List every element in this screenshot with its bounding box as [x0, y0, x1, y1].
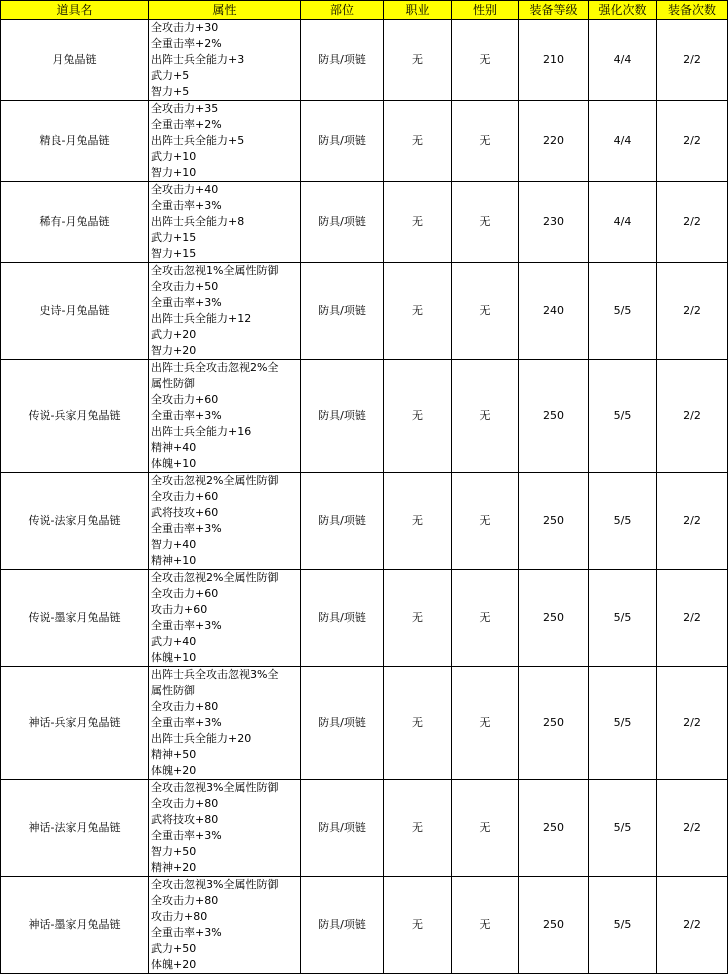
- attribute-line: 全重击率+3%: [151, 716, 222, 729]
- slot-cell: 防具/项链: [301, 182, 384, 263]
- level-cell: 230: [519, 182, 589, 263]
- attribute-line: 武力+40: [151, 635, 197, 648]
- equip-count-cell: 2/2: [657, 182, 728, 263]
- slot-cell: 防具/项链: [301, 570, 384, 667]
- gender-cell: 无: [452, 20, 519, 101]
- level-cell: 250: [519, 473, 589, 570]
- attribute-line: 武将技攻+60: [151, 506, 219, 519]
- attribute-line: 全攻击忽视2%全属性防御: [151, 571, 279, 584]
- job-cell: 无: [384, 182, 452, 263]
- attribute-line: 精神+10: [151, 554, 197, 567]
- slot-cell: 防具/项链: [301, 101, 384, 182]
- attribute-line: 智力+20: [151, 344, 197, 357]
- equip-count-cell: 2/2: [657, 101, 728, 182]
- table-row: [1, 360, 728, 473]
- level-cell: 210: [519, 20, 589, 101]
- slot-cell: 防具/项链: [301, 263, 384, 360]
- attributes-cell: [149, 20, 301, 101]
- attribute-line: 属性防御: [151, 684, 195, 697]
- header-row: [1, 1, 728, 20]
- attribute-line: 精神+40: [151, 441, 197, 454]
- slot-cell: 防具/项链: [301, 360, 384, 473]
- enhance-count-cell: 5/5: [589, 667, 657, 780]
- item-name-cell: 月兔晶链: [1, 20, 149, 101]
- attribute-line: 全重击率+3%: [151, 409, 222, 422]
- header-name: 道具名: [1, 1, 149, 20]
- slot-cell: 防具/项链: [301, 473, 384, 570]
- attribute-line: 全攻击力+80: [151, 700, 219, 713]
- table-row: [1, 263, 728, 360]
- enhance-count-cell: 4/4: [589, 182, 657, 263]
- attributes-cell: [149, 182, 301, 263]
- attribute-line: 全攻击力+35: [151, 102, 219, 115]
- item-name-cell: 传说-法家月兔晶链: [1, 473, 149, 570]
- item-name-cell: 稀有-月兔晶链: [1, 182, 149, 263]
- attribute-line: 智力+5: [151, 85, 190, 98]
- equip-count-cell: 2/2: [657, 780, 728, 877]
- attribute-line: 武将技攻+80: [151, 813, 219, 826]
- attribute-line: 体魄+20: [151, 764, 197, 777]
- gender-cell: 无: [452, 877, 519, 974]
- level-cell: 250: [519, 877, 589, 974]
- attributes-cell: [149, 780, 301, 877]
- equip-count-cell: 2/2: [657, 360, 728, 473]
- attribute-line: 全攻击力+30: [151, 21, 219, 34]
- attribute-line: 武力+50: [151, 942, 197, 955]
- attribute-line: 智力+40: [151, 538, 197, 551]
- item-name-cell: 传说-墨家月兔晶链: [1, 570, 149, 667]
- attribute-line: 全攻击力+80: [151, 797, 219, 810]
- equip-count-cell: 2/2: [657, 20, 728, 101]
- table-body: [1, 20, 728, 974]
- attribute-line: 全攻击忽视3%全属性防御: [151, 878, 279, 891]
- attribute-line: 出阵士兵全能力+12: [151, 312, 252, 325]
- attribute-line: 全攻击力+60: [151, 490, 219, 503]
- table-row: [1, 101, 728, 182]
- equip-count-cell: 2/2: [657, 473, 728, 570]
- attribute-line: 武力+5: [151, 69, 190, 82]
- attribute-line: 全攻击力+40: [151, 183, 219, 196]
- equip-count-cell: 2/2: [657, 877, 728, 974]
- gender-cell: 无: [452, 263, 519, 360]
- item-name-cell: 精良-月兔晶链: [1, 101, 149, 182]
- table-row: [1, 570, 728, 667]
- attribute-line: 智力+50: [151, 845, 197, 858]
- item-name-cell: 史诗-月兔晶链: [1, 263, 149, 360]
- attribute-line: 全攻击忽视2%全属性防御: [151, 474, 279, 487]
- job-cell: 无: [384, 877, 452, 974]
- attributes-cell: [149, 360, 301, 473]
- attribute-line: 出阵士兵全能力+3: [151, 53, 245, 66]
- attribute-line: 全重击率+2%: [151, 118, 222, 131]
- enhance-count-cell: 5/5: [589, 473, 657, 570]
- level-cell: 220: [519, 101, 589, 182]
- attribute-line: 全攻击力+60: [151, 393, 219, 406]
- slot-cell: 防具/项链: [301, 877, 384, 974]
- header-level: 装备等级: [519, 1, 589, 20]
- equip-count-cell: 2/2: [657, 667, 728, 780]
- gender-cell: 无: [452, 667, 519, 780]
- enhance-count-cell: 5/5: [589, 570, 657, 667]
- job-cell: 无: [384, 570, 452, 667]
- attribute-line: 全攻击力+60: [151, 587, 219, 600]
- attributes-cell: [149, 667, 301, 780]
- job-cell: 无: [384, 263, 452, 360]
- job-cell: 无: [384, 101, 452, 182]
- attribute-line: 精神+20: [151, 861, 197, 874]
- attributes-cell: [149, 263, 301, 360]
- level-cell: 250: [519, 360, 589, 473]
- attribute-line: 出阵士兵全能力+16: [151, 425, 252, 438]
- item-name-cell: 神话-法家月兔晶链: [1, 780, 149, 877]
- gender-cell: 无: [452, 182, 519, 263]
- table-row: [1, 473, 728, 570]
- enhance-count-cell: 5/5: [589, 263, 657, 360]
- attribute-line: 武力+10: [151, 150, 197, 163]
- header-slot: 部位: [301, 1, 384, 20]
- gender-cell: 无: [452, 780, 519, 877]
- attribute-line: 全攻击忽视3%全属性防御: [151, 781, 279, 794]
- table-row: [1, 667, 728, 780]
- gender-cell: 无: [452, 101, 519, 182]
- slot-cell: 防具/项链: [301, 667, 384, 780]
- enhance-count-cell: 4/4: [589, 101, 657, 182]
- table-row: [1, 877, 728, 974]
- attribute-line: 全重击率+2%: [151, 37, 222, 50]
- header-attributes: 属性: [149, 1, 301, 20]
- level-cell: 240: [519, 263, 589, 360]
- header-enhance: 强化次数: [589, 1, 657, 20]
- header-equip: 装备次数: [657, 1, 728, 20]
- job-cell: 无: [384, 667, 452, 780]
- attribute-line: 全重击率+3%: [151, 829, 222, 842]
- attribute-line: 体魄+10: [151, 651, 197, 664]
- attribute-line: 智力+15: [151, 247, 197, 260]
- level-cell: 250: [519, 667, 589, 780]
- attribute-line: 属性防御: [151, 377, 195, 390]
- attribute-line: 全攻击忽视1%全属性防御: [151, 264, 279, 277]
- attribute-line: 武力+20: [151, 328, 197, 341]
- item-name-cell: 神话-兵家月兔晶链: [1, 667, 149, 780]
- attribute-line: 全重击率+3%: [151, 199, 222, 212]
- gender-cell: 无: [452, 570, 519, 667]
- attribute-line: 出阵士兵全能力+8: [151, 215, 245, 228]
- enhance-count-cell: 5/5: [589, 780, 657, 877]
- attribute-line: 武力+15: [151, 231, 197, 244]
- attributes-cell: [149, 473, 301, 570]
- attribute-line: 全攻击力+50: [151, 280, 219, 293]
- header-gender: 性别: [452, 1, 519, 20]
- item-name-cell: 传说-兵家月兔晶链: [1, 360, 149, 473]
- attribute-line: 全重击率+3%: [151, 296, 222, 309]
- attribute-line: 攻击力+80: [151, 910, 208, 923]
- job-cell: 无: [384, 360, 452, 473]
- table-row: [1, 182, 728, 263]
- attribute-line: 精神+50: [151, 748, 197, 761]
- level-cell: 250: [519, 570, 589, 667]
- attribute-line: 体魄+20: [151, 958, 197, 971]
- item-name-cell: 神话-墨家月兔晶链: [1, 877, 149, 974]
- attributes-cell: [149, 101, 301, 182]
- level-cell: 250: [519, 780, 589, 877]
- attributes-cell: [149, 570, 301, 667]
- table-row: [1, 780, 728, 877]
- attribute-line: 体魄+10: [151, 457, 197, 470]
- attribute-line: 全重击率+3%: [151, 619, 222, 632]
- attribute-line: 智力+10: [151, 166, 197, 179]
- attribute-line: 出阵士兵全攻击忽视3%全: [151, 668, 279, 681]
- attribute-line: 攻击力+60: [151, 603, 208, 616]
- enhance-count-cell: 5/5: [589, 877, 657, 974]
- table-row: [1, 20, 728, 101]
- attribute-line: 全重击率+3%: [151, 522, 222, 535]
- attribute-line: 出阵士兵全攻击忽视2%全: [151, 361, 279, 374]
- slot-cell: 防具/项链: [301, 780, 384, 877]
- job-cell: 无: [384, 473, 452, 570]
- gender-cell: 无: [452, 473, 519, 570]
- header-job: 职业: [384, 1, 452, 20]
- attribute-line: 出阵士兵全能力+5: [151, 134, 245, 147]
- attribute-line: 全重击率+3%: [151, 926, 222, 939]
- job-cell: 无: [384, 20, 452, 101]
- slot-cell: 防具/项链: [301, 20, 384, 101]
- attribute-line: 全攻击力+80: [151, 894, 219, 907]
- job-cell: 无: [384, 780, 452, 877]
- attributes-cell: [149, 877, 301, 974]
- equip-count-cell: 2/2: [657, 263, 728, 360]
- enhance-count-cell: 5/5: [589, 360, 657, 473]
- attribute-line: 出阵士兵全能力+20: [151, 732, 252, 745]
- equip-count-cell: 2/2: [657, 570, 728, 667]
- gender-cell: 无: [452, 360, 519, 473]
- enhance-count-cell: 4/4: [589, 20, 657, 101]
